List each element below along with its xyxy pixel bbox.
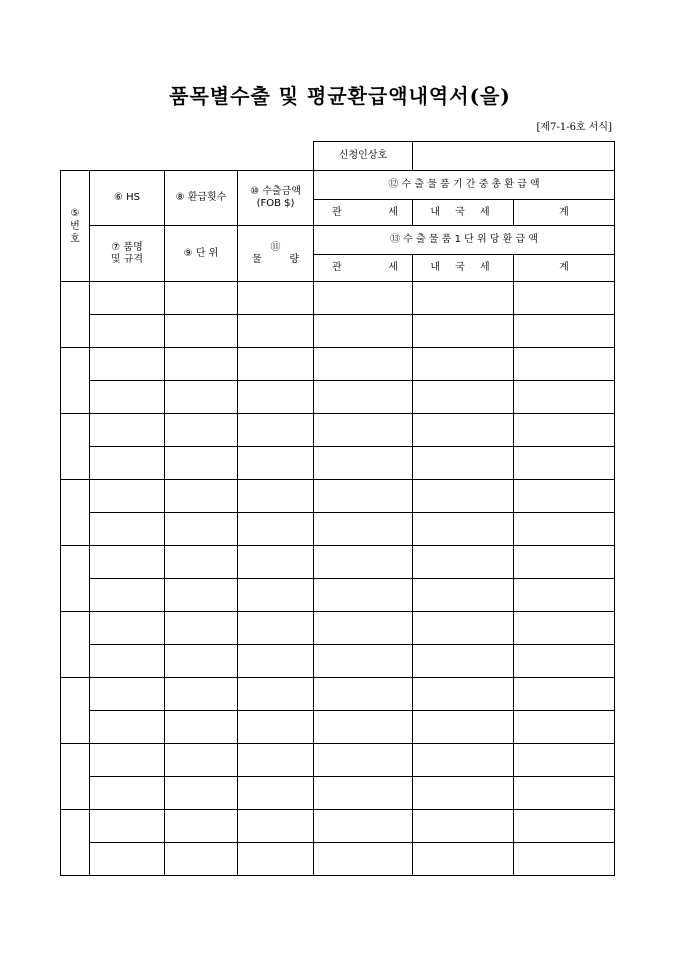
total-customs-cell[interactable]	[314, 348, 413, 381]
refund-table	[60, 141, 615, 876]
total-refund-header: ⑫ 수 출 물 품 기 간 중 총 환 급 액	[314, 171, 615, 200]
unit-header: ⑨ 단 위	[165, 226, 238, 282]
table-row	[61, 414, 615, 447]
unit-sum-cell[interactable]	[514, 513, 615, 546]
export-amount-header: ⑩ 수출금액 (FOB $)	[238, 171, 314, 226]
domestic-tax-header-1: 내 국 세	[413, 200, 514, 226]
unit-sum-cell[interactable]	[514, 579, 615, 612]
table-row	[61, 579, 615, 612]
refund-count-cell[interactable]	[165, 810, 238, 843]
total-domestic-tax-cell[interactable]	[413, 810, 514, 843]
unit-customs-cell[interactable]	[314, 777, 413, 810]
table-row	[61, 645, 615, 678]
unit-domestic-tax-cell[interactable]	[413, 315, 514, 348]
export-amount-cell[interactable]	[238, 414, 314, 447]
total-domestic-tax-cell[interactable]	[413, 546, 514, 579]
table-row	[61, 843, 615, 876]
total-domestic-tax-cell[interactable]	[413, 678, 514, 711]
unit-refund-header: ⑬ 수 출 물 품 1 단 위 당 환 급 액	[314, 226, 615, 255]
refund-count-cell[interactable]	[165, 480, 238, 513]
quantity-cell[interactable]	[238, 645, 314, 678]
total-customs-cell[interactable]	[314, 546, 413, 579]
unit-customs-cell[interactable]	[314, 711, 413, 744]
item-spec-cell[interactable]	[90, 777, 165, 810]
table-row	[61, 513, 615, 546]
total-domestic-tax-cell[interactable]	[413, 414, 514, 447]
quantity-cell[interactable]	[238, 843, 314, 876]
unit-sum-cell[interactable]	[514, 711, 615, 744]
export-amount-cell[interactable]	[238, 810, 314, 843]
quantity-cell[interactable]	[238, 579, 314, 612]
table-row	[61, 348, 615, 381]
hs-cell[interactable]	[90, 744, 165, 777]
table-row	[61, 315, 615, 348]
hs-cell[interactable]	[90, 678, 165, 711]
export-amount-cell[interactable]	[238, 348, 314, 381]
total-customs-cell[interactable]	[314, 678, 413, 711]
applicant-name-field[interactable]	[413, 142, 615, 171]
hs-header: ⑥ HS	[90, 171, 165, 226]
customs-header-2: 관 세	[314, 255, 413, 282]
unit-cell[interactable]	[165, 579, 238, 612]
unit-sum-cell[interactable]	[514, 315, 615, 348]
serial-no-cell[interactable]	[61, 480, 90, 546]
table-row	[61, 744, 615, 777]
unit-customs-cell[interactable]	[314, 315, 413, 348]
serial-no-cell[interactable]	[61, 810, 90, 876]
refund-count-cell[interactable]	[165, 612, 238, 645]
item-spec-cell[interactable]	[90, 447, 165, 480]
export-amount-cell[interactable]	[238, 744, 314, 777]
table-row	[61, 612, 615, 645]
export-amount-cell[interactable]	[238, 480, 314, 513]
refund-count-cell[interactable]	[165, 282, 238, 315]
table-row	[61, 480, 615, 513]
refund-count-cell[interactable]	[165, 546, 238, 579]
table-row	[61, 810, 615, 843]
item-spec-cell[interactable]	[90, 315, 165, 348]
total-domestic-tax-cell[interactable]	[413, 282, 514, 315]
total-domestic-tax-cell[interactable]	[413, 480, 514, 513]
total-customs-cell[interactable]	[314, 480, 413, 513]
total-customs-cell[interactable]	[314, 744, 413, 777]
unit-customs-cell[interactable]	[314, 381, 413, 414]
total-sum-cell[interactable]	[514, 678, 615, 711]
quantity-cell[interactable]	[238, 513, 314, 546]
hs-cell[interactable]	[90, 348, 165, 381]
total-domestic-tax-cell[interactable]	[413, 612, 514, 645]
serial-no-cell[interactable]	[61, 744, 90, 810]
refund-count-cell[interactable]	[165, 348, 238, 381]
quantity-cell[interactable]	[238, 447, 314, 480]
hs-cell[interactable]	[90, 414, 165, 447]
unit-cell[interactable]	[165, 381, 238, 414]
item-spec-cell[interactable]	[90, 711, 165, 744]
unit-cell[interactable]	[165, 843, 238, 876]
export-amount-cell[interactable]	[238, 678, 314, 711]
table-row	[61, 546, 615, 579]
serial-no-cell[interactable]	[61, 678, 90, 744]
hs-cell[interactable]	[90, 810, 165, 843]
total-sum-cell[interactable]	[514, 480, 615, 513]
serial-no-cell[interactable]	[61, 348, 90, 414]
unit-cell[interactable]	[165, 777, 238, 810]
item-spec-cell[interactable]	[90, 645, 165, 678]
total-sum-cell[interactable]	[514, 282, 615, 315]
unit-sum-cell[interactable]	[514, 645, 615, 678]
unit-cell[interactable]	[165, 711, 238, 744]
unit-cell[interactable]	[165, 513, 238, 546]
domestic-tax-header-2: 내 국 세	[413, 255, 514, 282]
sum-header-1: 계	[514, 200, 615, 226]
hs-cell[interactable]	[90, 282, 165, 315]
unit-cell[interactable]	[165, 645, 238, 678]
total-sum-cell[interactable]	[514, 414, 615, 447]
unit-sum-cell[interactable]	[514, 381, 615, 414]
refund-count-cell[interactable]	[165, 678, 238, 711]
quantity-cell[interactable]	[238, 381, 314, 414]
hs-cell[interactable]	[90, 612, 165, 645]
sum-header-2: 계	[514, 255, 615, 282]
quantity-cell[interactable]	[238, 315, 314, 348]
unit-sum-cell[interactable]	[514, 447, 615, 480]
table-row	[61, 381, 615, 414]
unit-domestic-tax-cell[interactable]	[413, 381, 514, 414]
unit-domestic-tax-cell[interactable]	[413, 447, 514, 480]
table-row	[61, 711, 615, 744]
unit-domestic-tax-cell[interactable]	[413, 645, 514, 678]
export-amount-cell[interactable]	[238, 282, 314, 315]
form-number: [제7-1-6호 서식]	[536, 122, 612, 133]
page-title: 품목별수출 및 평균환급액내역서(을)	[169, 84, 511, 108]
unit-domestic-tax-cell[interactable]	[413, 777, 514, 810]
table-row	[61, 678, 615, 711]
refund-count-header: ⑧ 환급횟수	[165, 171, 238, 226]
table-row	[61, 447, 615, 480]
unit-customs-cell[interactable]	[314, 843, 413, 876]
export-amount-cell[interactable]	[238, 546, 314, 579]
item-spec-cell[interactable]	[90, 843, 165, 876]
quantity-cell[interactable]	[238, 777, 314, 810]
unit-customs-cell[interactable]	[314, 513, 413, 546]
unit-cell[interactable]	[165, 315, 238, 348]
unit-customs-cell[interactable]	[314, 579, 413, 612]
total-customs-cell[interactable]	[314, 282, 413, 315]
item-spec-cell[interactable]	[90, 381, 165, 414]
item-spec-cell[interactable]	[90, 513, 165, 546]
customs-header-1: 관 세	[314, 200, 413, 226]
hs-cell[interactable]	[90, 546, 165, 579]
total-customs-cell[interactable]	[314, 612, 413, 645]
unit-domestic-tax-cell[interactable]	[413, 843, 514, 876]
applicant-label: 신청인상호	[314, 142, 413, 171]
refund-count-cell[interactable]	[165, 414, 238, 447]
item-spec-cell[interactable]	[90, 579, 165, 612]
total-sum-cell[interactable]	[514, 810, 615, 843]
table-row	[61, 777, 615, 810]
serial-no-cell[interactable]	[61, 414, 90, 480]
serial-no-header: ⑤ 번 호	[61, 171, 90, 282]
table-row	[61, 282, 615, 315]
export-amount-cell[interactable]	[238, 612, 314, 645]
total-domestic-tax-cell[interactable]	[413, 744, 514, 777]
unit-domestic-tax-cell[interactable]	[413, 513, 514, 546]
total-sum-cell[interactable]	[514, 612, 615, 645]
total-customs-cell[interactable]	[314, 414, 413, 447]
item-spec-header: ⑦ 품명 및 규격	[90, 226, 165, 282]
unit-sum-cell[interactable]	[514, 843, 615, 876]
total-customs-cell[interactable]	[314, 810, 413, 843]
total-sum-cell[interactable]	[514, 546, 615, 579]
unit-cell[interactable]	[165, 447, 238, 480]
quantity-cell[interactable]	[238, 711, 314, 744]
total-sum-cell[interactable]	[514, 348, 615, 381]
serial-no-cell[interactable]	[61, 282, 90, 348]
hs-cell[interactable]	[90, 480, 165, 513]
unit-customs-cell[interactable]	[314, 447, 413, 480]
unit-customs-cell[interactable]	[314, 645, 413, 678]
refund-count-cell[interactable]	[165, 744, 238, 777]
unit-domestic-tax-cell[interactable]	[413, 579, 514, 612]
total-domestic-tax-cell[interactable]	[413, 348, 514, 381]
serial-no-cell[interactable]	[61, 612, 90, 678]
unit-domestic-tax-cell[interactable]	[413, 711, 514, 744]
quantity-header: ⑪ 물 량	[238, 226, 314, 282]
total-sum-cell[interactable]	[514, 744, 615, 777]
unit-sum-cell[interactable]	[514, 777, 615, 810]
serial-no-cell[interactable]	[61, 546, 90, 612]
